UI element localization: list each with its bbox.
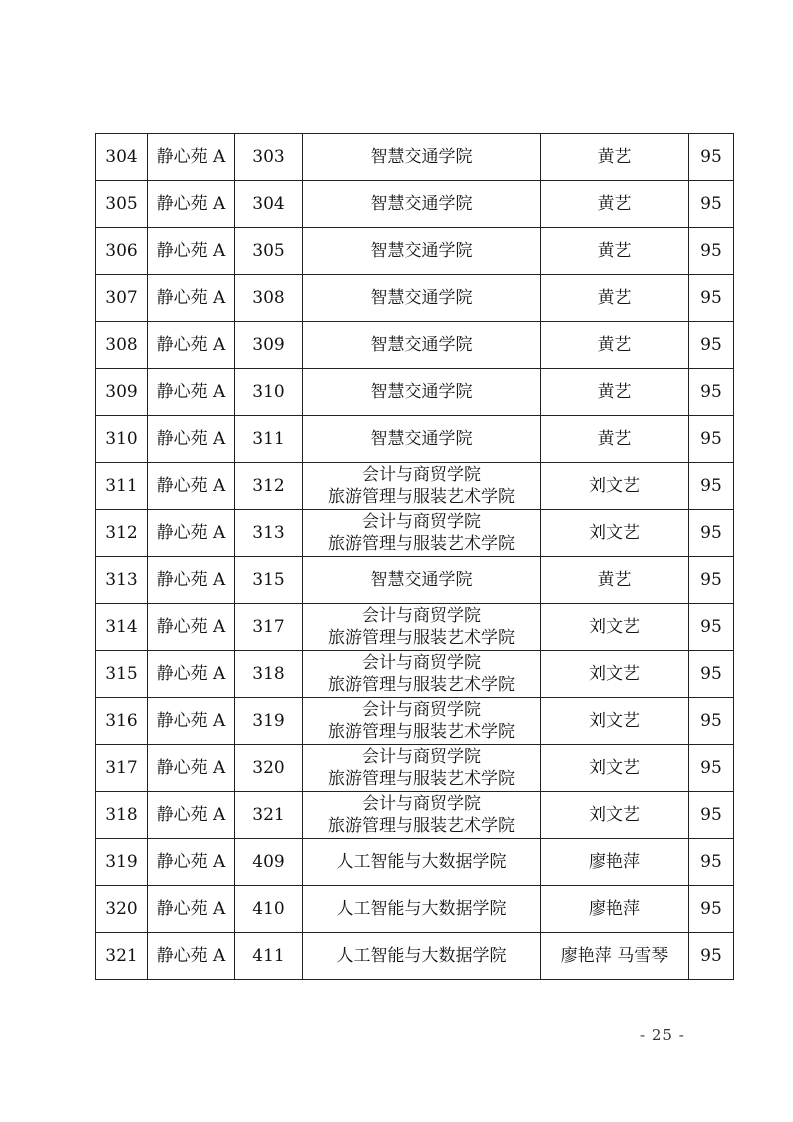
table-row bbox=[96, 228, 734, 275]
page-number: - 25 - bbox=[640, 1026, 685, 1044]
score-cell: 95 bbox=[689, 933, 734, 980]
counselor-cell: 刘文艺 bbox=[541, 651, 689, 698]
dormitory-score-table bbox=[95, 133, 734, 980]
college-cell bbox=[303, 557, 541, 604]
score-cell: 95 bbox=[689, 134, 734, 181]
row-number-cell: 304 bbox=[96, 134, 148, 181]
score-cell: 95 bbox=[689, 463, 734, 510]
table-row bbox=[96, 322, 734, 369]
counselor-cell: 刘文艺 bbox=[541, 698, 689, 745]
college-name-line: 旅游管理与服装艺术学院 bbox=[328, 675, 515, 695]
counselor-cell: 黄艺 bbox=[541, 275, 689, 322]
college-cell bbox=[303, 792, 541, 839]
table-row bbox=[96, 604, 734, 651]
college-cell bbox=[303, 698, 541, 745]
score-cell: 95 bbox=[689, 745, 734, 792]
college-name-line: 旅游管理与服装艺术学院 bbox=[328, 722, 515, 742]
table-row bbox=[96, 698, 734, 745]
counselor-cell: 黄艺 bbox=[541, 134, 689, 181]
table-row bbox=[96, 463, 734, 510]
table-row bbox=[96, 933, 734, 980]
counselor-cell: 黄艺 bbox=[541, 181, 689, 228]
college-cell bbox=[303, 228, 541, 275]
college-name-line: 会计与商贸学院 bbox=[362, 512, 481, 532]
building-cell: 静心苑 A bbox=[148, 463, 235, 510]
row-number-cell: 321 bbox=[96, 933, 148, 980]
table-row bbox=[96, 416, 734, 463]
college-name-line: 会计与商贸学院 bbox=[362, 606, 481, 626]
building-cell: 静心苑 A bbox=[148, 228, 235, 275]
building-cell: 静心苑 A bbox=[148, 181, 235, 228]
room-number-cell: 304 bbox=[235, 181, 303, 228]
counselor-cell: 黄艺 bbox=[541, 416, 689, 463]
building-cell: 静心苑 A bbox=[148, 275, 235, 322]
counselor-cell: 廖艳萍 马雪琴 bbox=[541, 933, 689, 980]
college-name-line: 人工智能与大数据学院 bbox=[336, 946, 507, 966]
score-cell: 95 bbox=[689, 322, 734, 369]
table-row bbox=[96, 886, 734, 933]
college-name-line: 人工智能与大数据学院 bbox=[336, 852, 507, 872]
college-name-line: 智慧交通学院 bbox=[370, 194, 473, 214]
college-name-line: 会计与商贸学院 bbox=[362, 653, 481, 673]
table-row bbox=[96, 839, 734, 886]
score-cell: 95 bbox=[689, 698, 734, 745]
college-name-line: 旅游管理与服装艺术学院 bbox=[328, 816, 515, 836]
row-number-cell: 312 bbox=[96, 510, 148, 557]
score-cell: 95 bbox=[689, 181, 734, 228]
row-number-cell: 316 bbox=[96, 698, 148, 745]
building-cell: 静心苑 A bbox=[148, 933, 235, 980]
counselor-cell: 刘文艺 bbox=[541, 792, 689, 839]
college-cell bbox=[303, 463, 541, 510]
building-cell: 静心苑 A bbox=[148, 416, 235, 463]
table-row bbox=[96, 745, 734, 792]
building-cell: 静心苑 A bbox=[148, 369, 235, 416]
college-cell bbox=[303, 369, 541, 416]
college-cell bbox=[303, 651, 541, 698]
college-name-line: 人工智能与大数据学院 bbox=[336, 899, 507, 919]
row-number-cell: 319 bbox=[96, 839, 148, 886]
score-cell: 95 bbox=[689, 792, 734, 839]
row-number-cell: 320 bbox=[96, 886, 148, 933]
room-number-cell: 315 bbox=[235, 557, 303, 604]
counselor-cell: 黄艺 bbox=[541, 557, 689, 604]
row-number-cell: 306 bbox=[96, 228, 148, 275]
room-number-cell: 319 bbox=[235, 698, 303, 745]
score-cell: 95 bbox=[689, 839, 734, 886]
college-cell bbox=[303, 604, 541, 651]
building-cell: 静心苑 A bbox=[148, 134, 235, 181]
row-number-cell: 305 bbox=[96, 181, 148, 228]
college-cell bbox=[303, 181, 541, 228]
college-cell bbox=[303, 745, 541, 792]
table-row bbox=[96, 557, 734, 604]
room-number-cell: 320 bbox=[235, 745, 303, 792]
room-number-cell: 305 bbox=[235, 228, 303, 275]
building-cell: 静心苑 A bbox=[148, 745, 235, 792]
row-number-cell: 307 bbox=[96, 275, 148, 322]
table-row bbox=[96, 181, 734, 228]
college-name-line: 智慧交通学院 bbox=[370, 429, 473, 449]
score-cell: 95 bbox=[689, 416, 734, 463]
college-name-line: 智慧交通学院 bbox=[370, 241, 473, 261]
college-name-line: 智慧交通学院 bbox=[370, 288, 473, 308]
room-number-cell: 311 bbox=[235, 416, 303, 463]
score-cell: 95 bbox=[689, 557, 734, 604]
counselor-cell: 刘文艺 bbox=[541, 745, 689, 792]
counselor-cell: 刘文艺 bbox=[541, 510, 689, 557]
building-cell: 静心苑 A bbox=[148, 557, 235, 604]
table-row bbox=[96, 651, 734, 698]
table-row bbox=[96, 369, 734, 416]
college-name-line: 会计与商贸学院 bbox=[362, 794, 481, 814]
counselor-cell: 刘文艺 bbox=[541, 463, 689, 510]
room-number-cell: 321 bbox=[235, 792, 303, 839]
college-name-line: 旅游管理与服装艺术学院 bbox=[328, 487, 515, 507]
row-number-cell: 317 bbox=[96, 745, 148, 792]
college-cell bbox=[303, 510, 541, 557]
college-name-line: 智慧交通学院 bbox=[370, 570, 473, 590]
building-cell: 静心苑 A bbox=[148, 604, 235, 651]
college-name-line: 智慧交通学院 bbox=[370, 382, 473, 402]
room-number-cell: 409 bbox=[235, 839, 303, 886]
college-cell bbox=[303, 275, 541, 322]
building-cell: 静心苑 A bbox=[148, 792, 235, 839]
college-cell bbox=[303, 886, 541, 933]
table-row bbox=[96, 510, 734, 557]
row-number-cell: 313 bbox=[96, 557, 148, 604]
building-cell: 静心苑 A bbox=[148, 839, 235, 886]
score-cell: 95 bbox=[689, 275, 734, 322]
table-row bbox=[96, 792, 734, 839]
row-number-cell: 310 bbox=[96, 416, 148, 463]
score-cell: 95 bbox=[689, 604, 734, 651]
score-cell: 95 bbox=[689, 886, 734, 933]
counselor-cell: 廖艳萍 bbox=[541, 839, 689, 886]
room-number-cell: 312 bbox=[235, 463, 303, 510]
room-number-cell: 411 bbox=[235, 933, 303, 980]
college-name-line: 智慧交通学院 bbox=[370, 147, 473, 167]
room-number-cell: 317 bbox=[235, 604, 303, 651]
score-cell: 95 bbox=[689, 510, 734, 557]
college-name-line: 会计与商贸学院 bbox=[362, 747, 481, 767]
score-cell: 95 bbox=[689, 651, 734, 698]
room-number-cell: 308 bbox=[235, 275, 303, 322]
college-name-line: 旅游管理与服装艺术学院 bbox=[328, 628, 515, 648]
row-number-cell: 318 bbox=[96, 792, 148, 839]
college-name-line: 旅游管理与服装艺术学院 bbox=[328, 769, 515, 789]
score-cell: 95 bbox=[689, 228, 734, 275]
room-number-cell: 309 bbox=[235, 322, 303, 369]
counselor-cell: 黄艺 bbox=[541, 322, 689, 369]
room-number-cell: 313 bbox=[235, 510, 303, 557]
counselor-cell: 廖艳萍 bbox=[541, 886, 689, 933]
table-body bbox=[96, 134, 734, 980]
row-number-cell: 308 bbox=[96, 322, 148, 369]
score-cell: 95 bbox=[689, 369, 734, 416]
room-number-cell: 310 bbox=[235, 369, 303, 416]
row-number-cell: 311 bbox=[96, 463, 148, 510]
building-cell: 静心苑 A bbox=[148, 698, 235, 745]
counselor-cell: 刘文艺 bbox=[541, 604, 689, 651]
table-row bbox=[96, 275, 734, 322]
building-cell: 静心苑 A bbox=[148, 886, 235, 933]
building-cell: 静心苑 A bbox=[148, 651, 235, 698]
college-cell bbox=[303, 134, 541, 181]
counselor-cell: 黄艺 bbox=[541, 369, 689, 416]
college-name-line: 会计与商贸学院 bbox=[362, 700, 481, 720]
college-name-line: 旅游管理与服装艺术学院 bbox=[328, 534, 515, 554]
college-cell bbox=[303, 933, 541, 980]
building-cell: 静心苑 A bbox=[148, 510, 235, 557]
room-number-cell: 410 bbox=[235, 886, 303, 933]
room-number-cell: 303 bbox=[235, 134, 303, 181]
row-number-cell: 309 bbox=[96, 369, 148, 416]
room-number-cell: 318 bbox=[235, 651, 303, 698]
row-number-cell: 315 bbox=[96, 651, 148, 698]
college-name-line: 智慧交通学院 bbox=[370, 335, 473, 355]
building-cell: 静心苑 A bbox=[148, 322, 235, 369]
row-number-cell: 314 bbox=[96, 604, 148, 651]
college-cell bbox=[303, 839, 541, 886]
counselor-cell: 黄艺 bbox=[541, 228, 689, 275]
college-cell bbox=[303, 322, 541, 369]
college-name-line: 会计与商贸学院 bbox=[362, 465, 481, 485]
table-row bbox=[96, 134, 734, 181]
college-cell bbox=[303, 416, 541, 463]
